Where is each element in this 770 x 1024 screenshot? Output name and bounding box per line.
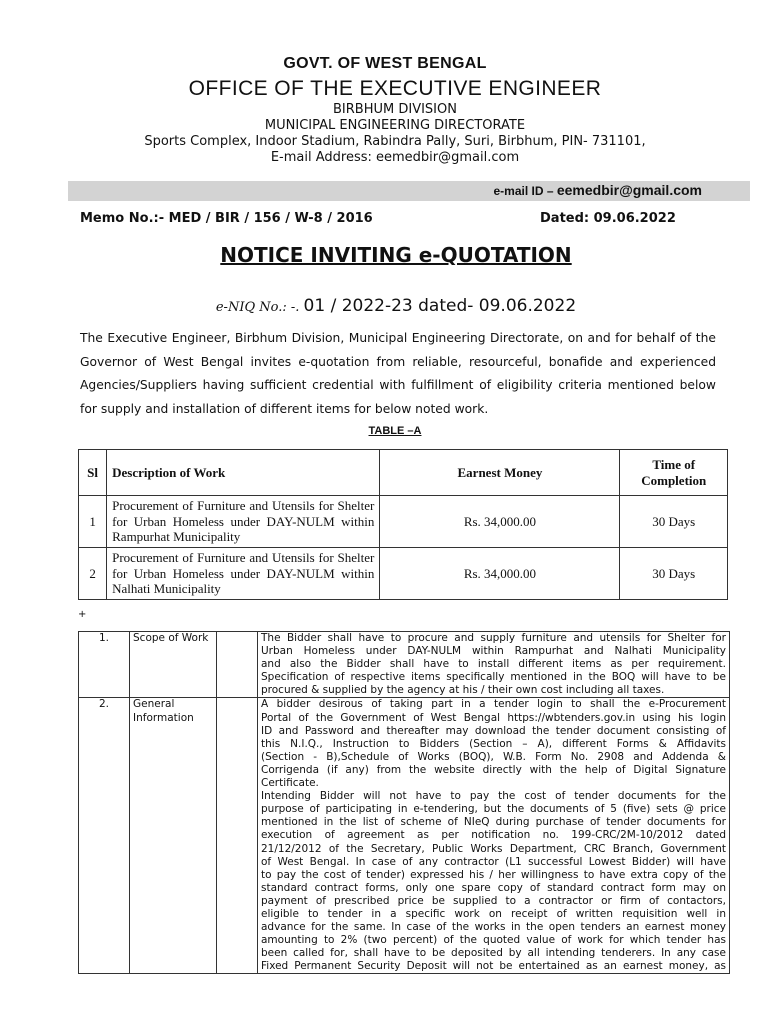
memo-date: Dated: 09.06.2022 [540,211,676,226]
cell-description: Procurement of Furniture and Utensils for Shelter for Urban Homeless under DAY-NULM within Nalhati Municipality [107,548,380,600]
email-bar-label: e-mail ID – [493,184,557,198]
clause-line: execution of agreement as per notification no. 199-CRC/2M-10/2012 dated [261,829,726,842]
plus-mark: + [78,609,87,620]
cell-earnest-money: Rs. 34,000.00 [380,496,620,548]
intro-line: Governor of West Bengal invites e-quotation from reliable, resourceful, bonafide and experienced [80,354,716,369]
cell-time-of-completion: 30 Days [620,548,728,600]
clause-line: amounting to 2% (two percent) of the quoted value of work for which tender has [261,934,726,947]
clause-line: and also the Bidder shall have to install different items as per requirement. [261,658,726,671]
clause-text [258,632,730,698]
cell-earnest-money: Rs. 34,000.00 [380,548,620,600]
clause-line: The Bidder shall have to procure and supply furniture and utensils for Shelter for [261,632,726,644]
clause-number: 2. [79,698,130,974]
notice-title: NOTICE INVITING e-QUOTATION [220,243,572,267]
clause-line: Urban Homeless under DAY-NULM within Rampurhat and Nalhati Municipality [261,645,726,658]
terms-row-scope [79,632,730,698]
eniq-label: e-NIQ No.: -. [215,300,304,315]
address-line: Sports Complex, Indoor Stadium, Rabindra Pally, Suri, Birbhum, PIN- 731101, [144,134,646,149]
table-a [78,449,728,600]
clause-line: eligible to tender in a specific work on receipt of written requisition well in [261,907,726,920]
clause-line: A bidder desirous of taking part in a tender login to shall the e-Procurement [261,698,726,711]
clause-line: mentioned in the list of scheme of NIeQ during purchase of tender documents for [261,816,726,829]
clause-text [258,698,730,974]
clause-line: Certificate. [261,777,319,790]
clause-line: been called for, shall have to be deposited by all intending tenderers. In any case [261,947,726,960]
clause-blank-cell [217,632,258,698]
clause-line: of West Bengal. In case of any contractor (L1 successful Lowest Bidder) will have [261,855,726,868]
clause-blank-cell [217,698,258,974]
clause-line: ID and Password and thereafter may download the tender document consisting of [261,724,726,737]
table-row [79,496,728,548]
terms-table [78,631,730,974]
clause-line: purpose of participating in e-tendering, but the documents of 5 (five) sets @ price [261,803,726,816]
clause-number: 1. [79,632,130,698]
table-header-row [79,450,728,496]
govt-heading: GOVT. OF WEST BENGAL [283,55,487,72]
email-bar-value: eemedbir@gmail.com [556,182,702,198]
cell-description: Procurement of Furniture and Utensils for Shelter for Urban Homeless under DAY-NULM within Rampurhat Municipality [107,496,380,548]
cell-sl: 1 [79,496,107,548]
clause-heading: General Information [130,698,217,974]
header-time-of-completion: Time of Completion [620,450,728,496]
clause-line: payment of prescribed price be supplied to a contractor or firm of contactors, [261,894,726,907]
intro-line: The Executive Engineer, Birbhum Division, Municipal Engineering Directorate, on and for behalf of the [80,331,716,345]
clause-line: procured & supplied by the agency at his / their own cost including all taxes. [261,684,665,697]
clause-line: to pay the cost of tender) expressed his / her willingness to have extra copy of the [261,868,726,881]
table-row [79,548,728,600]
clause-line: standard contract forms, only one spare copy of standard contract form may on [261,881,726,894]
memo-number: Memo No.:- MED / BIR / 156 / W-8 / 2016 [80,211,373,226]
clause-heading: Scope of Work [130,632,217,698]
header-description: Description of Work [107,450,380,496]
division-line: BIRBHUM DIVISION [333,102,457,117]
header-sl: Sl [79,450,107,496]
clause-line: Corrigenda (if any) from the website directly with the help of Digital Signature [261,763,726,776]
header-earnest-money: Earnest Money [380,450,620,496]
clause-line: this N.I.Q., Instruction to Bidders (Section – A), different Forms & Affidavits [261,737,726,750]
cell-sl: 2 [79,548,107,600]
email-address-line: E-mail Address: eemedbir@gmail.com [270,150,520,165]
clause-line: 21/12/2012 of the Secretary, Public Works Department, CRC Branch, Government [261,842,726,855]
clause-line: (Section - B),Schedule of Works (BOQ), W.B. Form No. 2908 and Addenda & [261,750,726,763]
intro-line: Agencies/Suppliers having sufficient credential with fulfillment of eligibility criteria mentioned below [80,378,716,393]
intro-line: for supply and installation of different items for below noted work. [80,401,489,416]
terms-row-general [79,698,730,974]
clause-line: advance for the same. In case of the works in the open tenders an earnest money [261,921,726,934]
clause-line: Portal of the Government of West Bengal https://wbtenders.gov.in using his login [261,711,726,724]
intro-paragraph [80,327,716,421]
table-a-caption: TABLE –A [368,425,422,437]
eniq-number [0,296,770,316]
office-heading: OFFICE OF THE EXECUTIVE ENGINEER [188,77,602,100]
clause-line: Specification of respective items specifically mentioned in the BOQ will have to be [261,671,726,684]
clause-line: Intending Bidder will not have to pay the cost of tender documents for the [261,790,726,803]
cell-time-of-completion: 30 Days [620,496,728,548]
eniq-value: 01 / 2022-23 dated- 09.06.2022 [303,296,577,316]
clause-line: Fixed Permanent Security Deposit will not be entertained as an earnest money, as [261,960,726,973]
directorate-line: MUNICIPAL ENGINEERING DIRECTORATE [264,118,526,133]
email-bar-text [0,182,702,198]
